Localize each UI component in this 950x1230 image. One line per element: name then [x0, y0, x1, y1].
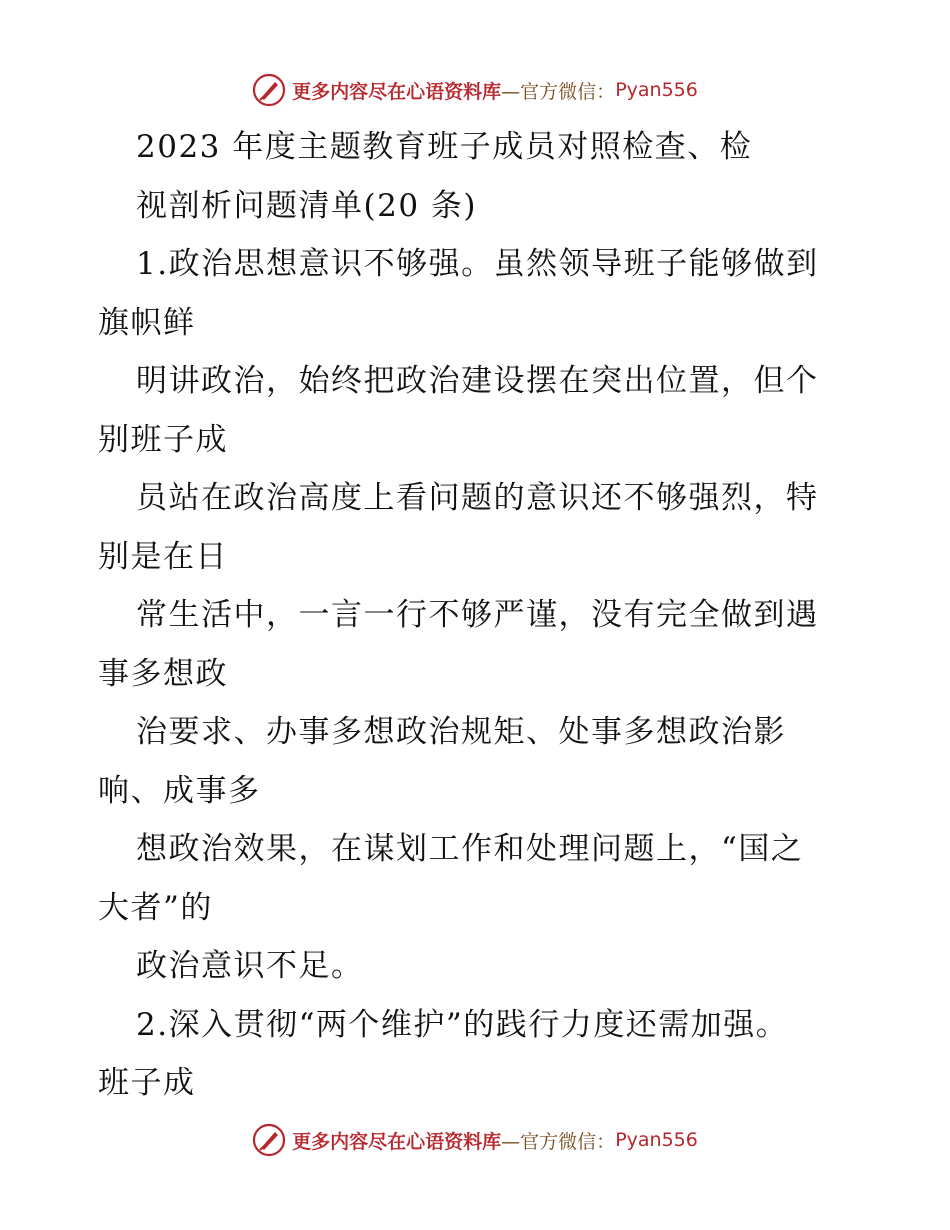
paragraph-line: 治要求、办事多想政治规矩、处事多想政治影: [136, 714, 786, 750]
paragraph-line: 班子成: [98, 1065, 196, 1101]
paragraph-line: 响、成事多: [98, 772, 261, 809]
banner-official-text: —官方微信：: [501, 1130, 616, 1153]
banner-wechat-id: Pyan556: [615, 79, 698, 101]
banner-wechat-id: Pyan556: [615, 1129, 698, 1151]
banner-official-text: —官方微信：: [501, 80, 616, 103]
header-watermark-banner: [0, 70, 950, 110]
paragraph-line: 2.深入贯彻“两个维护”的践行力度还需加强。: [136, 1006, 789, 1043]
document-title-line: 2023 年度主题教育班子成员对照检查、检: [136, 129, 753, 165]
paragraph-line: 1.政治思想意识不够强。虽然领导班子能够做到: [136, 246, 819, 282]
document-body: [98, 118, 858, 1113]
paragraph-line: 想政治效果，在谋划工作和处理问题上，“国之: [136, 831, 804, 867]
banner-brand-text: 更多内容尽在心语资料库: [292, 80, 502, 103]
paragraph-line: 政治意识不足。: [136, 948, 364, 984]
paragraph-line: 员站在政治高度上看问题的意识还不够强烈，特: [136, 480, 819, 516]
document-title-line: 视剖析问题清单(20 条): [136, 187, 477, 224]
paragraph-line: 旗帜鲜: [98, 304, 196, 341]
paragraph-line: 别班子成: [98, 421, 228, 458]
quill-logo-icon: [252, 1123, 286, 1157]
paragraph-line: 大者”的: [98, 889, 213, 926]
paragraph-line: 明讲政治，始终把政治建设摆在突出位置，但个: [136, 363, 819, 399]
banner-brand-text: 更多内容尽在心语资料库: [292, 1130, 502, 1153]
paragraph-line: 事多想政: [98, 655, 228, 692]
quill-logo-icon: [252, 73, 286, 107]
footer-watermark-banner: [0, 1120, 950, 1160]
paragraph-line: 常生活中，一言一行不够严谨，没有完全做到遇: [136, 597, 819, 633]
paragraph-line: 别是在日: [98, 538, 228, 575]
